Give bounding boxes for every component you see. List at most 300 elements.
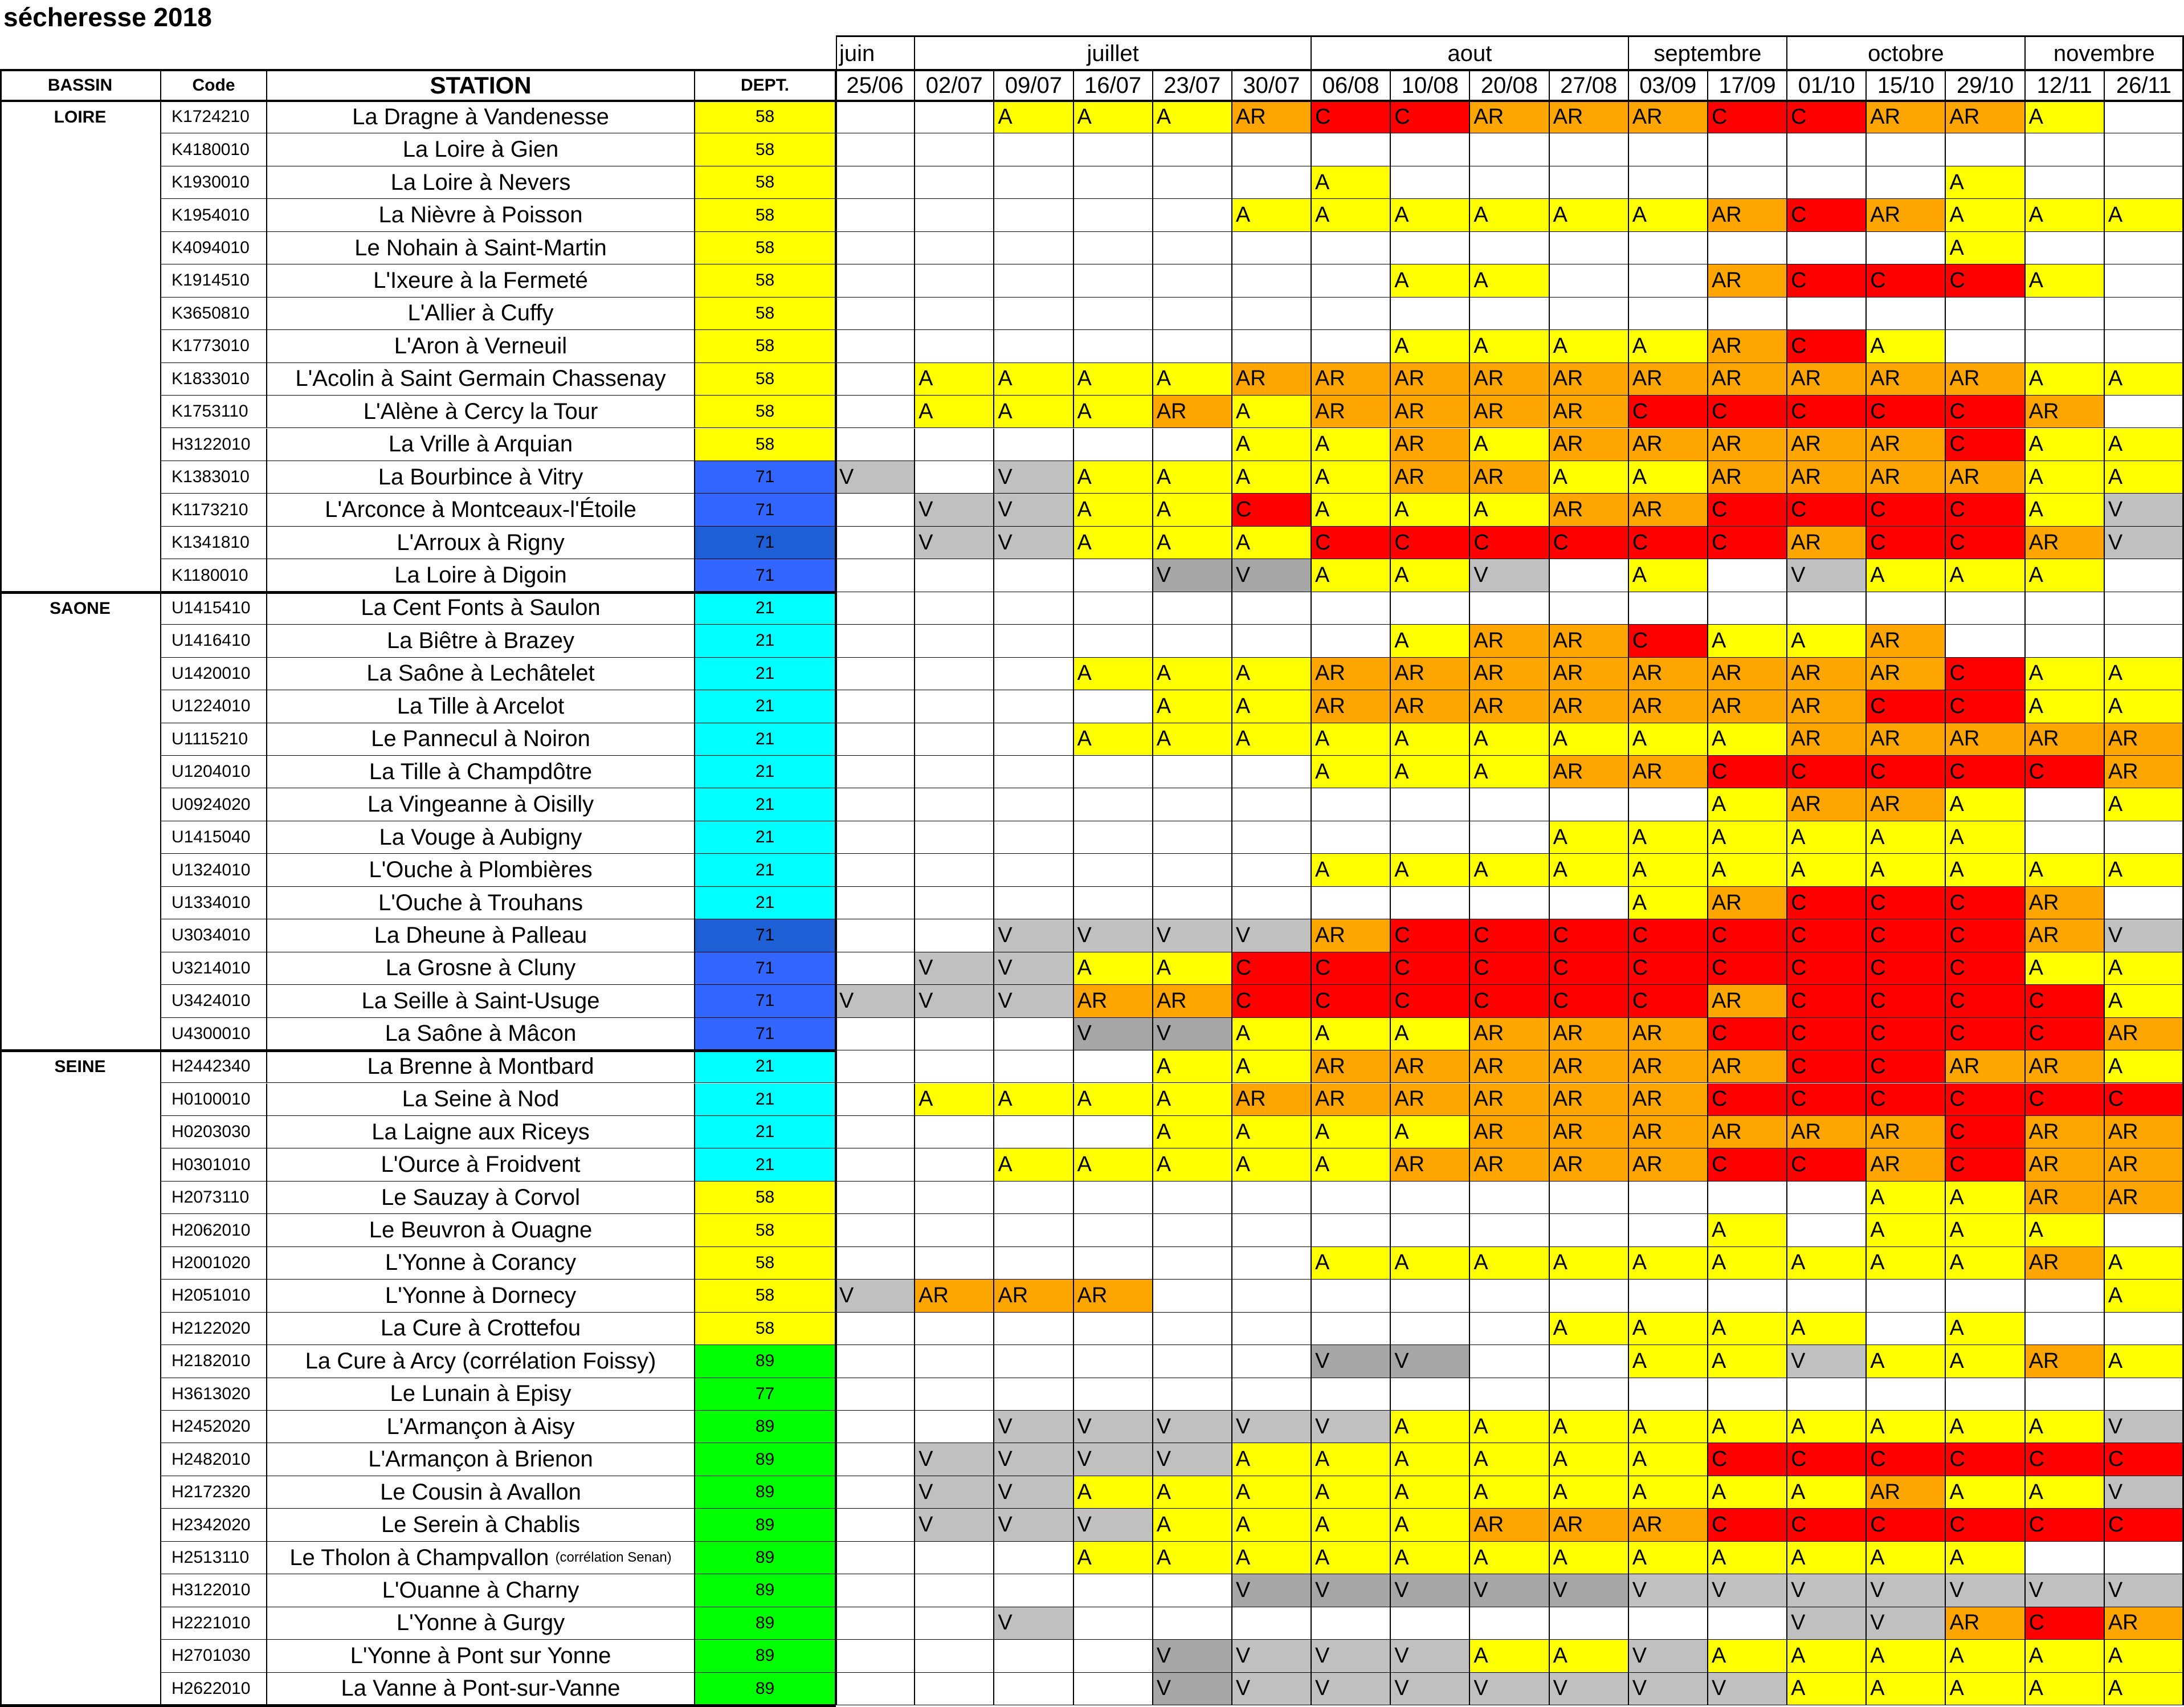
status-cell: A <box>1312 1116 1391 1148</box>
status-cell <box>1232 264 1312 297</box>
status-cell: V <box>1232 559 1312 592</box>
status-cell: AR <box>1312 658 1391 690</box>
status-cell <box>2026 1313 2105 1345</box>
month-header: aout <box>1312 35 1629 70</box>
station-name <box>267 166 695 199</box>
status-cell: C <box>1946 1116 2025 1148</box>
status-cell <box>1312 821 1391 854</box>
station-name <box>267 1476 695 1509</box>
month-header: juin <box>836 35 915 70</box>
status-cell <box>994 821 1073 854</box>
status-cell <box>1867 1280 1946 1312</box>
status-cell <box>994 1673 1073 1705</box>
status-cell: AR <box>1550 690 1629 723</box>
status-cell: V <box>915 494 994 526</box>
status-cell: A <box>1470 494 1549 526</box>
status-cell: A <box>1074 1476 1153 1509</box>
status-cell: AR <box>1787 690 1867 723</box>
status-cell <box>1550 1214 1629 1246</box>
status-cell: AR <box>2105 1018 2184 1050</box>
dept-cell: 89 <box>695 1345 836 1378</box>
station-name <box>267 429 695 461</box>
status-cell <box>1946 1378 2025 1411</box>
status-cell <box>915 1673 994 1705</box>
station-label: Le Lunain à Episy <box>390 1381 571 1407</box>
status-cell <box>994 429 1073 461</box>
station-code: K1930010 <box>161 166 267 199</box>
status-cell: A <box>1074 952 1153 985</box>
status-cell: C <box>1787 887 1867 919</box>
status-cell: A <box>1946 199 2025 231</box>
status-cell <box>1232 166 1312 199</box>
status-cell <box>836 1673 915 1705</box>
status-cell: V <box>1153 1443 1232 1476</box>
status-cell: C <box>1550 919 1629 952</box>
status-cell: C <box>1946 658 2025 690</box>
status-cell <box>994 232 1073 264</box>
status-cell: AR <box>2026 396 2105 428</box>
status-cell: A <box>1470 264 1549 297</box>
status-cell: V <box>1312 1345 1391 1378</box>
status-cell: A <box>1153 658 1232 690</box>
status-cell: AR <box>1550 756 1629 788</box>
station-name <box>267 723 695 756</box>
status-cell <box>2026 232 2105 264</box>
status-cell: AR <box>1153 396 1232 428</box>
status-cell: A <box>2105 788 2184 821</box>
status-cell <box>1232 821 1312 854</box>
status-cell: A <box>1074 1148 1153 1181</box>
status-cell: A <box>2026 854 2105 886</box>
status-cell: V <box>1470 559 1549 592</box>
status-cell: A <box>2105 363 2184 396</box>
table-left-rule <box>0 70 2 1705</box>
status-cell: AR <box>1470 1509 1549 1541</box>
status-cell <box>1470 1280 1549 1312</box>
status-cell: AR <box>1550 396 1629 428</box>
status-cell: AR <box>1550 1116 1629 1148</box>
status-cell: A <box>1629 1476 1708 1509</box>
status-cell: A <box>1153 1050 1232 1083</box>
station-label: La Saône à Mâcon <box>385 1021 577 1046</box>
status-cell <box>1232 1345 1312 1378</box>
status-cell: A <box>1074 723 1153 756</box>
status-cell <box>1074 1378 1153 1411</box>
status-cell <box>1153 821 1232 854</box>
status-cell: C <box>1708 1509 1787 1541</box>
status-cell <box>994 1313 1073 1345</box>
status-cell: A <box>2026 363 2105 396</box>
station-label: L'Yonne à Corancy <box>385 1250 577 1276</box>
status-cell <box>2026 298 2105 330</box>
status-cell: C <box>1867 494 1946 526</box>
status-cell: AR <box>1708 199 1787 231</box>
status-cell: A <box>2105 429 2184 461</box>
status-cell: AR <box>1867 363 1946 396</box>
station-label: L'Arconce à Montceaux-l'Étoile <box>325 497 636 523</box>
status-cell: AR <box>1867 461 1946 494</box>
date-header: 29/10 <box>1946 70 2025 101</box>
status-cell <box>1312 298 1391 330</box>
station-label: La Vingeanne à Oisilly <box>367 792 594 817</box>
sheet-title: sécheresse 2018 <box>3 2 212 32</box>
status-cell: C <box>1708 952 1787 985</box>
status-cell <box>994 133 1073 166</box>
status-cell <box>1232 1378 1312 1411</box>
status-cell <box>2026 788 2105 821</box>
table-bottom-rule <box>0 1704 836 1707</box>
status-cell: A <box>1391 756 1470 788</box>
status-cell <box>915 1574 994 1607</box>
status-cell <box>1787 232 1867 264</box>
status-cell: AR <box>1232 101 1312 133</box>
status-cell <box>836 429 915 461</box>
dept-cell: 58 <box>695 330 836 362</box>
status-cell <box>1232 1607 1312 1640</box>
status-cell: C <box>1708 101 1787 133</box>
status-cell <box>1391 1280 1470 1312</box>
status-cell: A <box>2026 264 2105 297</box>
status-cell: A <box>1232 396 1312 428</box>
status-cell: C <box>1946 887 2025 919</box>
status-cell <box>915 756 994 788</box>
status-cell <box>1153 429 1232 461</box>
status-cell <box>915 1214 994 1246</box>
status-cell: AR <box>1946 101 2025 133</box>
dept-cell: 21 <box>695 625 836 657</box>
status-cell <box>2026 592 2105 625</box>
status-cell: V <box>1629 1574 1708 1607</box>
status-cell: A <box>994 101 1073 133</box>
status-cell <box>1708 1280 1787 1312</box>
status-cell: A <box>1550 1443 1629 1476</box>
status-cell: A <box>915 1083 994 1116</box>
status-cell: A <box>1629 821 1708 854</box>
status-cell <box>836 592 915 625</box>
status-cell <box>994 625 1073 657</box>
header-bottom-rule <box>0 100 2184 102</box>
station-label: La Bourbince à Vitry <box>378 464 583 490</box>
status-cell <box>1867 166 1946 199</box>
status-cell: A <box>2026 494 2105 526</box>
station-name <box>267 1640 695 1672</box>
status-cell: AR <box>1470 1018 1549 1050</box>
dept-cell: 58 <box>695 396 836 428</box>
status-cell: AR <box>1550 1050 1629 1083</box>
status-cell <box>1470 166 1549 199</box>
status-cell: A <box>1867 330 1946 362</box>
station-name <box>267 952 695 985</box>
station-name <box>267 887 695 919</box>
dept-cell: 21 <box>695 821 836 854</box>
status-cell: AR <box>1787 723 1867 756</box>
status-cell: AR <box>1391 363 1470 396</box>
station-name <box>267 821 695 854</box>
status-cell <box>1312 1182 1391 1214</box>
status-cell: A <box>1867 559 1946 592</box>
station-name <box>267 1214 695 1246</box>
date-header: 01/10 <box>1787 70 1867 101</box>
dept-right-rule <box>835 70 837 1705</box>
status-cell: A <box>2026 952 2105 985</box>
status-cell: V <box>1470 1673 1549 1705</box>
month-header: juillet <box>915 35 1312 70</box>
status-cell: A <box>1312 1542 1391 1574</box>
status-cell: A <box>1153 1083 1232 1116</box>
station-code: K1753110 <box>161 396 267 428</box>
status-cell: A <box>1946 1640 2025 1672</box>
status-cell: A <box>1550 330 1629 362</box>
status-cell: A <box>1074 396 1153 428</box>
status-cell: AR <box>1470 625 1549 657</box>
station-label: L'Ource à Froidvent <box>381 1152 581 1178</box>
status-cell: C <box>1867 887 1946 919</box>
status-cell: A <box>1946 1214 2025 1246</box>
station-name <box>267 1345 695 1378</box>
status-cell: AR <box>1629 429 1708 461</box>
status-cell <box>2026 1378 2105 1411</box>
station-code: U1115210 <box>161 723 267 756</box>
status-cell <box>1153 788 1232 821</box>
dept-cell: 71 <box>695 985 836 1017</box>
status-cell: A <box>1470 723 1549 756</box>
status-cell: C <box>1787 330 1867 362</box>
status-cell <box>915 1018 994 1050</box>
status-cell: V <box>915 1476 994 1509</box>
status-cell: A <box>1470 199 1549 231</box>
status-cell: A <box>1391 854 1470 886</box>
status-cell: A <box>2026 1673 2105 1705</box>
status-cell <box>2026 625 2105 657</box>
status-cell <box>836 330 915 362</box>
status-cell <box>1470 298 1549 330</box>
status-cell: C <box>1470 952 1549 985</box>
status-cell: AR <box>2105 1116 2184 1148</box>
status-cell: A <box>1550 723 1629 756</box>
status-cell: A <box>994 1083 1073 1116</box>
status-cell <box>2026 330 2105 362</box>
status-cell: C <box>1470 919 1549 952</box>
status-cell <box>1232 1247 1312 1280</box>
status-cell: V <box>1550 1574 1629 1607</box>
status-cell: C <box>1708 1148 1787 1181</box>
status-cell <box>1232 887 1312 919</box>
status-cell <box>836 133 915 166</box>
status-cell <box>915 1116 994 1148</box>
status-cell: A <box>1708 1313 1787 1345</box>
status-cell: V <box>1312 1673 1391 1705</box>
status-cell: AR <box>1708 264 1787 297</box>
status-cell: C <box>1946 1083 2025 1116</box>
dept-cell: 58 <box>695 1247 836 1280</box>
status-cell <box>836 1182 915 1214</box>
status-cell <box>1867 592 1946 625</box>
status-cell <box>1391 592 1470 625</box>
status-cell <box>1946 1280 2025 1312</box>
status-cell <box>836 919 915 952</box>
status-cell <box>1946 625 2025 657</box>
status-cell <box>994 1574 1073 1607</box>
status-cell: C <box>1787 1148 1867 1181</box>
status-cell: V <box>1153 919 1232 952</box>
station-label: Le Tholon à Champvallon <box>289 1545 549 1570</box>
status-cell: AR <box>1629 1509 1708 1541</box>
status-cell: V <box>1787 559 1867 592</box>
header-dept: DEPT. <box>695 70 836 101</box>
status-cell <box>2105 133 2184 166</box>
status-cell <box>994 756 1073 788</box>
status-cell: A <box>1391 1247 1470 1280</box>
status-cell <box>836 788 915 821</box>
status-cell: A <box>1708 788 1787 821</box>
station-name <box>267 1509 695 1541</box>
status-cell: AR <box>1867 723 1946 756</box>
status-cell <box>1550 788 1629 821</box>
status-cell <box>1153 199 1232 231</box>
status-cell <box>915 559 994 592</box>
status-cell <box>1074 1640 1153 1672</box>
status-cell <box>1629 166 1708 199</box>
status-cell: C <box>1946 1148 2025 1181</box>
station-label: La Grosne à Cluny <box>385 955 576 981</box>
status-cell: AR <box>1867 199 1946 231</box>
station-name <box>267 298 695 330</box>
station-name <box>267 1378 695 1411</box>
status-cell: A <box>1391 1509 1470 1541</box>
status-cell: AR <box>1629 1018 1708 1050</box>
status-cell <box>1391 133 1470 166</box>
status-cell: A <box>1550 1640 1629 1672</box>
status-cell: A <box>1867 1411 1946 1443</box>
status-cell: C <box>1867 985 1946 1017</box>
status-cell: A <box>1153 494 1232 526</box>
status-cell: A <box>994 363 1073 396</box>
station-code: K4180010 <box>161 133 267 166</box>
status-cell: AR <box>2026 527 2105 559</box>
status-cell: AR <box>1629 1148 1708 1181</box>
date-header: 30/07 <box>1232 70 1312 101</box>
station-code: H2442340 <box>161 1050 267 1083</box>
status-cell: AR <box>1550 1083 1629 1116</box>
status-cell: C <box>1787 1443 1867 1476</box>
status-cell: C <box>1550 952 1629 985</box>
status-cell <box>1232 1313 1312 1345</box>
status-cell: C <box>1867 1018 1946 1050</box>
status-cell: V <box>1153 1018 1232 1050</box>
status-cell: A <box>1232 1116 1312 1148</box>
status-cell: AR <box>1550 625 1629 657</box>
dept-cell: 71 <box>695 559 836 592</box>
status-cell: A <box>1470 1542 1549 1574</box>
status-cell: A <box>1629 1411 1708 1443</box>
dept-cell: 58 <box>695 101 836 133</box>
status-cell: V <box>994 1607 1073 1640</box>
status-cell: A <box>1391 723 1470 756</box>
status-cell <box>1312 264 1391 297</box>
status-cell: AR <box>1787 363 1867 396</box>
station-label: La Biêtre à Brazey <box>386 628 575 653</box>
status-cell <box>915 101 994 133</box>
status-cell <box>1232 330 1312 362</box>
dept-cell: 89 <box>695 1673 836 1705</box>
status-cell: AR <box>1470 461 1549 494</box>
status-cell <box>1153 1247 1232 1280</box>
status-cell <box>1550 1607 1629 1640</box>
status-cell: V <box>915 1509 994 1541</box>
status-cell: A <box>1312 494 1391 526</box>
status-cell <box>836 494 915 526</box>
status-cell: AR <box>1550 1018 1629 1050</box>
status-cell: A <box>1391 1018 1470 1050</box>
station-label: L'Ouche à Trouhans <box>378 890 583 915</box>
status-cell <box>1470 887 1549 919</box>
status-cell: A <box>1232 1050 1312 1083</box>
status-cell: AR <box>1470 1116 1549 1148</box>
status-cell <box>1550 1345 1629 1378</box>
station-code: H2051010 <box>161 1280 267 1312</box>
status-cell: AR <box>1629 363 1708 396</box>
station-label: Le Sauzay à Corvol <box>381 1184 581 1210</box>
status-cell: AR <box>1787 658 1867 690</box>
status-cell: C <box>2026 1607 2105 1640</box>
status-cell <box>1867 1313 1946 1345</box>
status-cell: A <box>1787 1313 1867 1345</box>
dept-cell: 89 <box>695 1443 836 1476</box>
status-cell <box>1074 854 1153 886</box>
status-cell <box>994 690 1073 723</box>
status-cell: A <box>2105 854 2184 886</box>
status-cell <box>2105 1542 2184 1574</box>
status-cell: AR <box>1312 919 1391 952</box>
status-cell <box>1391 232 1470 264</box>
dept-cell: 21 <box>695 723 836 756</box>
status-cell: C <box>1867 527 1946 559</box>
status-cell: A <box>1867 1345 1946 1378</box>
status-cell <box>836 1574 915 1607</box>
status-cell <box>1312 1214 1391 1246</box>
status-cell <box>1312 1280 1391 1312</box>
status-cell: AR <box>1708 461 1787 494</box>
status-cell: A <box>1787 854 1867 886</box>
status-cell <box>2026 1280 2105 1312</box>
station-name <box>267 1182 695 1214</box>
station-code: H2622010 <box>161 1673 267 1705</box>
status-cell: A <box>1550 1476 1629 1509</box>
station-name <box>267 1443 695 1476</box>
status-cell: AR <box>1550 101 1629 133</box>
station-label: Le Pannecul à Noiron <box>371 726 590 752</box>
status-cell <box>915 592 994 625</box>
station-name <box>267 1574 695 1607</box>
status-cell <box>1629 298 1708 330</box>
station-code: K1180010 <box>161 559 267 592</box>
date-header: 25/06 <box>836 70 915 101</box>
status-cell: AR <box>1550 429 1629 461</box>
dept-cell: 77 <box>695 1378 836 1411</box>
status-cell <box>1391 166 1470 199</box>
status-cell: A <box>994 1148 1073 1181</box>
status-cell <box>994 1640 1073 1672</box>
status-cell: V <box>1708 1673 1787 1705</box>
status-cell: C <box>1708 1443 1787 1476</box>
status-cell: V <box>1074 1443 1153 1476</box>
status-cell: C <box>2105 1083 2184 1116</box>
status-cell: C <box>1787 985 1867 1017</box>
status-cell <box>1550 133 1629 166</box>
status-cell: V <box>994 952 1073 985</box>
status-cell: V <box>1153 1411 1232 1443</box>
status-cell <box>994 1247 1073 1280</box>
